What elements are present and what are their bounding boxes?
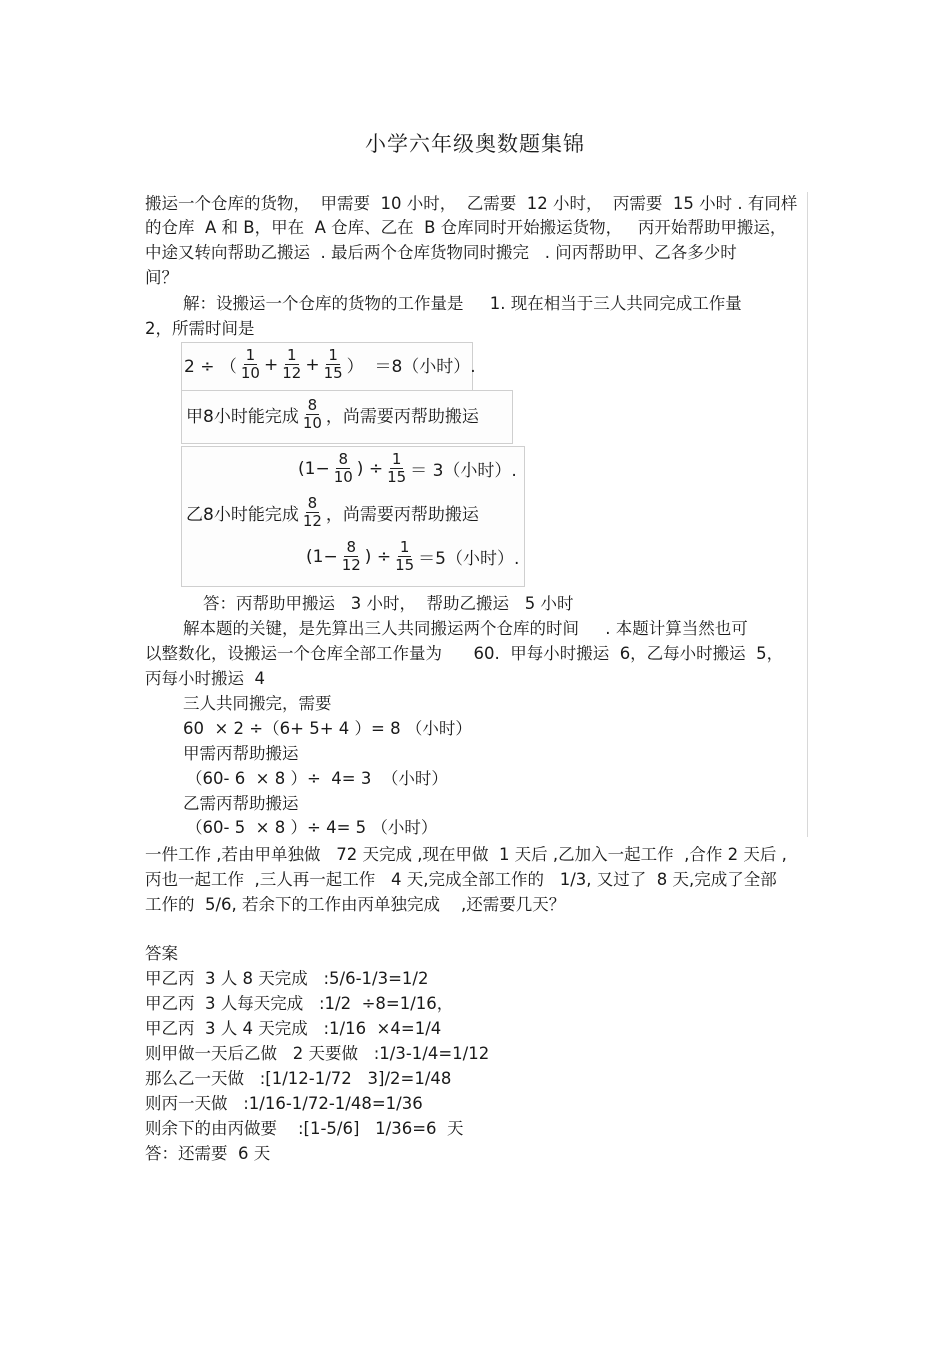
answer2-line: 甲乙丙 3 人 4 天完成 :1/16 ×4=1/4 [145,1019,442,1038]
step-line: 甲需丙帮助搬运 [183,744,299,763]
answer2-line: 则丙一天做 :1/16-1/72-1/48=1/36 [145,1094,423,1113]
problem1-line: 间？ [145,268,178,287]
formula-box-bing-help [181,446,525,587]
step-line: （60- 5 × 8 ）÷ 4= 5 （小时） [186,818,438,837]
explain-line: 解本题的关键，是先算出三人共同搬运两个仓库的时间 . 本题计算当然也可 [183,619,748,638]
problem1-line: 中途又转向帮助乙搬运 . 最后两个仓库货物同时搬完 . 问丙帮助甲、乙各多少时 [145,243,737,262]
formula-total-time: 2 ÷ （ $\frac{1}{10}$ + $\frac{1}{12}$ + $\frac{1}{15}$ ） ＝8（小时）. [184,346,476,382]
step-line: （60- 6 × 8 ）÷ 4= 3 （小时） [186,769,448,788]
step-line: 乙需丙帮助搬运 [183,794,299,813]
page-title: 小学六年级奥数题集锦 [365,132,585,156]
solution-line: 解：设搬运一个仓库的货物的工作量是 1. 现在相当于三人共同完成工作量 [183,294,742,313]
answer1: 答：丙帮助甲搬运 3 小时， 帮助乙搬运 5 小时 [203,594,574,613]
problem2-line: 一件工作 ,若由甲单独做 72 天完成 ,现在甲做 1 天后 ,乙加入一起工作 ,合作 2 天后 , [145,845,787,864]
problem1-line: 搬运一个仓库的货物， 甲需要 10 小时， 乙需要 12 小时， 丙需要 15 小时 . 有同样 [145,194,798,213]
formula-box-total-time [181,342,476,392]
right-margin-rule [807,192,808,837]
answer2-line: 则余下的由丙做要 :[1-5/6] 1/36=6 天 [145,1119,464,1138]
problem1-line: 的仓库 A 和 B，甲在 A 仓库、乙在 B 仓库同时开始搬运货物， 丙开始帮助甲搬运， [145,218,787,237]
answer2-line: 甲乙丙 3 人 8 天完成 :5/6-1/3=1/2 [145,969,429,988]
formula-box-jia [181,390,513,444]
formula-jia-completion: 甲8小时能完成 $\frac{8}{10}$ ，尚需要丙帮助搬运 [186,396,479,432]
answer2-line: 答：还需要 6 天 [145,1144,271,1163]
solution-line: 2，所需时间是 [145,319,255,338]
step-line: 三人共同搬完，需要 [183,694,332,713]
formula-yi-completion: 乙8小时能完成 $\frac{8}{12}$ ，尚需要丙帮助搬运 [186,494,479,530]
answer2-line: 那么乙一天做 :[1/12-1/72 3]/2=1/48 [145,1069,452,1088]
answer2-heading: 答案 [145,944,178,963]
formula-bing-help-jia: (1− $\frac{8}{10}$ ) ÷ $\frac{1}{15}$ ＝ 3（小时）. [298,450,517,486]
problem2-line: 工作的 5/6, 若余下的工作由丙单独完成 ,还需要几天？ [145,895,566,914]
problem2-line: 丙也一起工作 ,三人再一起工作 4 天,完成全部工作的 1/3, 又过了 8 天,完成了全部 [145,870,777,889]
answer2-line: 则甲做一天后乙做 2 天要做 :1/3-1/4=1/12 [145,1044,490,1063]
explain-line: 以整数化，设搬运一个仓库全部工作量为 60. 甲每小时搬运 6，乙每小时搬运 5， [145,644,784,663]
formula-bing-help-yi: (1− $\frac{8}{12}$ ) ÷ $\frac{1}{15}$ ＝5（小时）. [306,538,520,574]
step-line: 60 × 2 ÷（6+ 5+ 4 ）= 8 （小时） [183,719,472,738]
explain-line: 丙每小时搬运 4 [145,669,265,688]
answer2-line: 甲乙丙 3 人每天完成 :1/2 ÷8=1/16， [145,994,454,1013]
